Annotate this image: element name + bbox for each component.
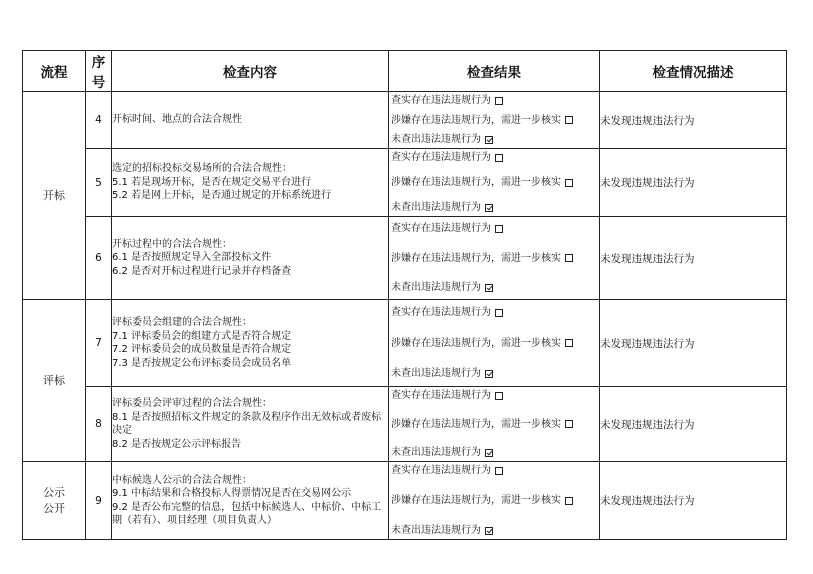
header-process: 流程 bbox=[23, 51, 86, 92]
result-cell bbox=[389, 300, 600, 387]
checkbox[interactable] bbox=[495, 392, 503, 400]
row-content: 评标委员会评审过程的合法合规性： 8.1 是否按照招标文件规定的条款及程序作出无效标或者废标决定 8.2 是否按规定公示评标报告 bbox=[112, 387, 389, 462]
row-number: 4 bbox=[86, 92, 112, 149]
checkbox[interactable] bbox=[565, 116, 573, 124]
result-option: 涉嫌存在违法违规行为，需进一步核实 bbox=[391, 337, 597, 350]
table-row bbox=[23, 387, 787, 462]
result-option: 涉嫌存在违法违规行为，需进一步核实 bbox=[391, 114, 597, 127]
result-cell bbox=[389, 217, 600, 300]
checked-checkbox[interactable] bbox=[485, 136, 493, 144]
result-option: 未查出违法违规行为 bbox=[391, 367, 597, 380]
checkbox[interactable] bbox=[495, 309, 503, 317]
table-row bbox=[23, 217, 787, 300]
checkbox[interactable] bbox=[565, 339, 573, 347]
row-description: 未发现违规违法行为 bbox=[600, 149, 787, 217]
inspection-table bbox=[22, 50, 787, 540]
header-result: 检查结果 bbox=[389, 51, 600, 92]
result-option: 涉嫌存在违法违规行为，需进一步核实 bbox=[391, 176, 597, 189]
row-number: 7 bbox=[86, 300, 112, 387]
row-number: 5 bbox=[86, 149, 112, 217]
checked-checkbox[interactable] bbox=[485, 449, 493, 457]
row-content: 评标委员会组建的合法合规性： 7.1 评标委员会的组建方式是否符合规定 7.2 评标委员会的成员数量是否符合规定 7.3 是否按规定公布评标委员会成员名单 bbox=[112, 300, 389, 387]
result-cell bbox=[389, 387, 600, 462]
result-option: 查实存在违法违规行为 bbox=[391, 464, 597, 477]
header-description: 检查情况描述 bbox=[600, 51, 787, 92]
header-row bbox=[23, 51, 787, 92]
checked-checkbox[interactable] bbox=[485, 284, 493, 292]
header-content: 检查内容 bbox=[112, 51, 389, 92]
result-option: 查实存在违法违规行为 bbox=[391, 151, 597, 164]
stage-label: 公示 公开 bbox=[43, 485, 65, 515]
row-content: 选定的招标投标交易场所的合法合规性： 5.1 若是现场开标，是否在规定交易平台进行 5.2 若是网上开标，是否通过规定的开标系统进行 bbox=[112, 149, 389, 217]
result-option: 未查出违法违规行为 bbox=[391, 524, 597, 537]
checkbox[interactable] bbox=[565, 420, 573, 428]
result-option: 查实存在违法违规行为 bbox=[391, 389, 597, 402]
result-option: 涉嫌存在违法违规行为，需进一步核实 bbox=[391, 494, 597, 507]
row-number: 8 bbox=[86, 387, 112, 462]
stage-label: 评标 bbox=[43, 373, 65, 387]
row-content: 开标时间、地点的合法合规性 bbox=[112, 92, 389, 149]
result-option: 未查出违法违规行为 bbox=[391, 281, 597, 294]
checked-checkbox[interactable] bbox=[485, 204, 493, 212]
result-option: 涉嫌存在违法违规行为，需进一步核实 bbox=[391, 252, 597, 265]
stage-label: 开标 bbox=[43, 188, 65, 202]
row-description: 未发现违规违法行为 bbox=[600, 300, 787, 387]
result-cell bbox=[389, 149, 600, 217]
checkbox[interactable] bbox=[565, 179, 573, 187]
stage-cell bbox=[23, 300, 86, 462]
checked-checkbox[interactable] bbox=[485, 527, 493, 535]
checkbox[interactable] bbox=[565, 254, 573, 262]
result-option: 涉嫌存在违法违规行为，需进一步核实 bbox=[391, 418, 597, 431]
row-description: 未发现违规违法行为 bbox=[600, 387, 787, 462]
result-option: 查实存在违法违规行为 bbox=[391, 94, 597, 107]
row-description: 未发现违规违法行为 bbox=[600, 462, 787, 540]
result-cell bbox=[389, 462, 600, 540]
result-option: 未查出违法违规行为 bbox=[391, 201, 597, 214]
checkbox[interactable] bbox=[565, 497, 573, 505]
table-row bbox=[23, 300, 787, 387]
table-row bbox=[23, 92, 787, 149]
row-content: 中标候选人公示的合法合规性： 9.1 中标结果和合格投标人得票情况是否在交易网公示 9.2 是否公布完整的信息，包括中标候选人、中标价、中标工期（若有）、项目经理（项目负责人） bbox=[112, 462, 389, 540]
checkbox[interactable] bbox=[495, 97, 503, 105]
result-option: 查实存在违法违规行为 bbox=[391, 222, 597, 235]
result-option: 未查出违法违规行为 bbox=[391, 133, 597, 146]
row-number: 6 bbox=[86, 217, 112, 300]
row-description: 未发现违规违法行为 bbox=[600, 217, 787, 300]
result-cell bbox=[389, 92, 600, 149]
header-number: 序号 bbox=[86, 51, 112, 92]
checkbox[interactable] bbox=[495, 467, 503, 475]
result-option: 查实存在违法违规行为 bbox=[391, 306, 597, 319]
checkbox[interactable] bbox=[495, 225, 503, 233]
checkbox[interactable] bbox=[495, 154, 503, 162]
table-row bbox=[23, 462, 787, 540]
row-content: 开标过程中的合法合规性： 6.1 是否按照规定导入全部投标文件 6.2 是否对开标过程进行记录并存档备查 bbox=[112, 217, 389, 300]
checked-checkbox[interactable] bbox=[485, 370, 493, 378]
stage-cell bbox=[23, 92, 86, 300]
table-row bbox=[23, 149, 787, 217]
stage-cell bbox=[23, 462, 86, 540]
result-option: 未查出违法违规行为 bbox=[391, 446, 597, 459]
row-number: 9 bbox=[86, 462, 112, 540]
row-description: 未发现违规违法行为 bbox=[600, 92, 787, 149]
